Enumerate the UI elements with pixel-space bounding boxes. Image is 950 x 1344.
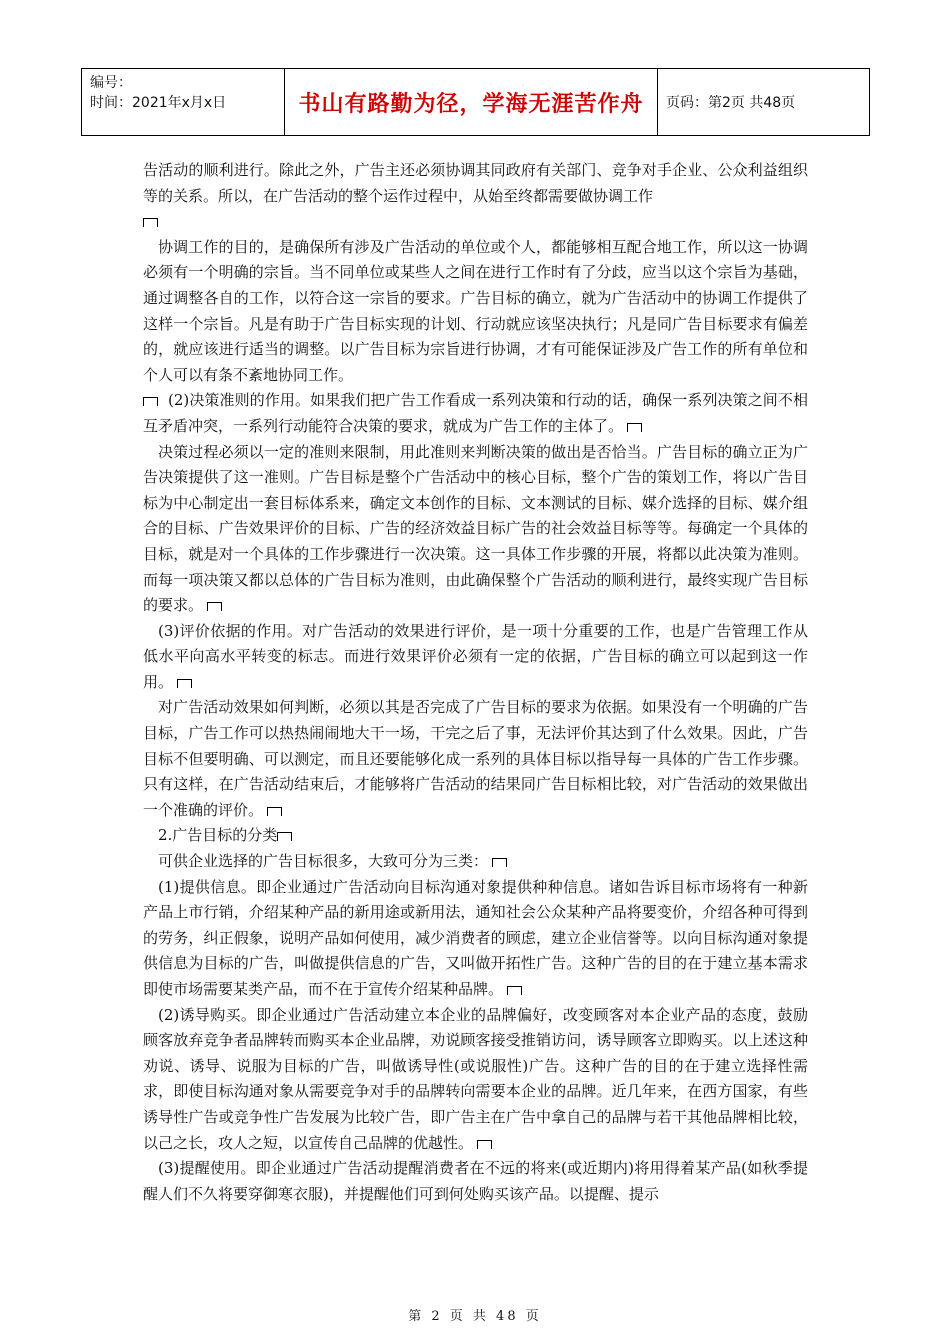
paragraph: 决策过程必须以一定的准则来限制，用此准则来判断决策的做出是否恰当。广告目标的确立正为广告决策提供了这一准则。广告目标是整个广告活动中的核心目标，整个广告的策划工作，将以广告目标为中心制定出一套目标体系来，确定文本创作的目标、文本测试的目标、媒介选择的目标、媒介组合的目标、广告效果评价的目标、广告的经济效益目标广告的社会效益目标等等。每确定一个具体的目标，就是对一个具体的工作步骤进行一次决策。这一具体工作步骤的开展，将都以此决策为准则。而每一项决策又都以总体的广告目标为准则，由此确保整个广告活动的顺利进行，最终实现广告目标的要求。 bbox=[143, 442, 808, 615]
paragraph: (3)提醒使用。即企业通过广告活动提醒消费者在不远的将来(或近期内)将用得着某产品(如秋季提醒人们不久将要穿御寒衣服)，并提醒他们可到何处购买该产品。以提醒、提示 bbox=[143, 1159, 808, 1203]
header-motto: 书山有路勤为径，学海无涯苦作舟 bbox=[285, 69, 658, 135]
document-body bbox=[143, 158, 808, 1207]
page-footer: 第 2 页 共 48 页 bbox=[408, 1309, 542, 1324]
paragraph: 协调工作的目的，是确保所有涉及广告活动的单位或个人，都能够相互配合地工作，所以这一协调必须有一个明确的宗旨。当不同单位或某些人之间在进行工作时有了分歧，应当以这个宗旨为基础，通过调整各自的工作，以符合这一宗旨的要求。广告目标的确立，就为广告活动中的协调工作提供了这样一个宗旨。凡是有助于广告目标实现的计划、行动就应该坚决执行；凡是同广告目标要求有偏差的，就应该进行适当的调整。以广告目标为宗旨进行协调，才有可能保证涉及广告工作的所有单位和个人可以有条不紊地协同工作。 bbox=[143, 237, 808, 384]
paragraph-mark-icon bbox=[277, 832, 292, 841]
paragraph: 告活动的顺利进行。除此之外，广告主还必须协调其同政府有关部门、竞争对手企业、公众利益组织等的关系。所以，在广告活动的整个运作过程中，从始至终都需要做协调工作 bbox=[143, 161, 808, 205]
paragraph-mark-icon bbox=[627, 423, 642, 432]
paragraph-mark-icon bbox=[267, 807, 282, 816]
paragraph-mark-icon bbox=[492, 858, 507, 867]
paragraph-mark-icon bbox=[143, 218, 158, 227]
paragraph-mark-line bbox=[143, 209, 808, 235]
paragraph-mark-icon bbox=[143, 397, 158, 406]
paragraph-mark-icon bbox=[177, 679, 192, 688]
paragraph: 可供企业选择的广告目标很多，大致可分为三类： bbox=[143, 849, 808, 875]
page-header bbox=[81, 68, 870, 136]
paragraph: (2)诱导购买。即企业通过广告活动建立本企业的品牌偏好，改变顾客对本企业产品的态度，鼓励顾客放弃竞争者品牌转而购买本企业品牌，劝说顾客接受推销访问，诱导顾客立即购买。以上述这种劝说、诱导、说服为目标的广告，叫做诱导性(或说服性)广告。这种广告的目的在于建立选择性需求，即使目标沟通对象从需要竞争对手的品牌转向需要本企业的品牌。近几年来，在西方国家，有些诱导性广告或竞争性广告发展为比较广告，即广告主在广告中拿自己的品牌与若干其他品牌相比较，以己之长，攻人之短，以宣传自己品牌的优越性。 bbox=[143, 1005, 808, 1152]
paragraph: 对广告活动效果如何判断，必须以其是否完成了广告目标的要求为依据。如果没有一个明确的广告目标，广告工作可以热热闹闹地大干一场，干完之后了事，无法评价其达到了什么效果。因此，广告目标不但要明确、可以测定，而且还要能够化成一系列的具体目标以指导每一具体的广告工作步骤。只有这样，在广告活动结束后，才能够将广告活动的结果同广告目标相比较，对广告活动的效果做出一个准确的评价。 bbox=[143, 698, 808, 819]
header-page-info: 页码：第2页 共48页 bbox=[666, 95, 796, 111]
section-heading: 2.广告目标的分类 bbox=[143, 823, 808, 849]
paragraph: (2)决策准则的作用。如果我们把广告工作看成一系列决策和行动的话，确保一系列决策之间不相互矛盾冲突，一系列行动能符合决策的要求，就成为广告工作的主体了。 bbox=[143, 391, 808, 435]
doc-number: 编号： bbox=[90, 75, 132, 91]
paragraph-mark-icon bbox=[507, 986, 522, 995]
paragraph: (1)提供信息。即企业通过广告活动向目标沟通对象提供种种信息。诸如告诉目标市场将有一种新产品上市行销，介绍某种产品的新用途或新用法，通知社会公众某种产品将要变价，介绍各种可得到的劳务，纠正假象，说明产品如何使用，减少消费者的顾虑，建立企业信誉等。以向目标沟通对象提供信息为目标的广告，叫做提供信息的广告，又叫做开拓性广告。这种广告的目的在于建立基本需求即使市场需要某类产品，而不在于宣传介绍某种品牌。 bbox=[143, 877, 808, 998]
paragraph-mark-icon bbox=[477, 1140, 492, 1149]
header-meta bbox=[82, 69, 285, 135]
paragraph-mark-icon bbox=[207, 602, 222, 611]
paragraph: (3)评价依据的作用。对广告活动的效果进行评价，是一项十分重要的工作，也是广告管理工作从低水平向高水平转变的标志。而进行效果评价必须有一定的依据，广告目标的确立可以起到这一作用。 bbox=[143, 621, 808, 691]
doc-date: 时间：2021年x月x日 bbox=[90, 95, 227, 111]
